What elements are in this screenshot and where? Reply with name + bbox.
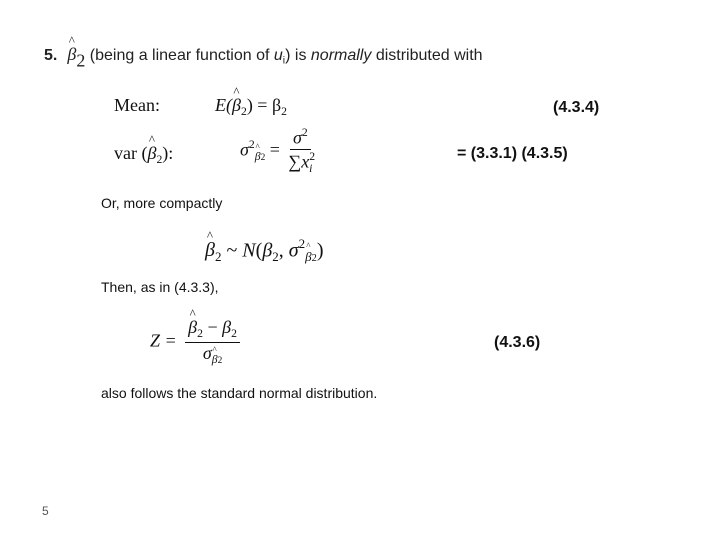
distribution-equation: ^ $\beta_2$ ~ $N(\beta_2$, $\sigma^2$ $_{\^{} \beta 2}$) xyxy=(205,228,324,264)
normally-word: normally xyxy=(310,47,372,64)
heading-text-3: distributed with xyxy=(375,47,483,64)
z-fraction: ^ $\beta_2 - \beta_2$ σ $_{\^{} \beta 2}$ xyxy=(185,318,240,367)
z-equation: Z = ^ $\beta_2 - \beta_2$ σ $_{\^{} \beta 2}$ xyxy=(150,318,244,367)
text-more-compactly: Or, more compactly xyxy=(101,195,223,211)
page-number: 5 xyxy=(42,504,49,518)
equation-number-434: (4.3.4) xyxy=(553,99,600,116)
slide-heading: 5. ^ β2 (being a linear function of $u_i$) is normally distributed with xyxy=(44,33,483,71)
item-number: 5. xyxy=(44,47,58,64)
variance-equation: $\sigma^2$ $_{\^{} \beta 2}$ = $\frac{\sigma^2}{\sum x^2_i}$ xyxy=(240,126,316,176)
beta-hat-symbol: ^ β xyxy=(67,33,77,64)
u-subscript: i xyxy=(282,55,286,67)
variance-fraction: $\frac{\sigma^2}{\sum x^2_i}$ xyxy=(288,126,316,176)
heading-text-2: ) is xyxy=(285,47,307,64)
variance-label: var ( ^ $\beta_2$): xyxy=(114,132,174,167)
equation-number-435: = (3.3.1) (4.3.5) xyxy=(457,145,568,162)
text-then-as-in: Then, as in (4.3.3), xyxy=(101,279,219,295)
mean-label: Mean: xyxy=(114,95,160,115)
equation-number-436: (4.3.6) xyxy=(494,334,541,351)
u-symbol: u xyxy=(273,47,283,64)
text-standard-normal: also follows the standard normal distribution. xyxy=(101,385,378,401)
heading-text-1: (being a linear function of xyxy=(89,47,270,64)
mean-equation: E( ^ $\beta_2) = \beta_2$ xyxy=(215,84,287,119)
